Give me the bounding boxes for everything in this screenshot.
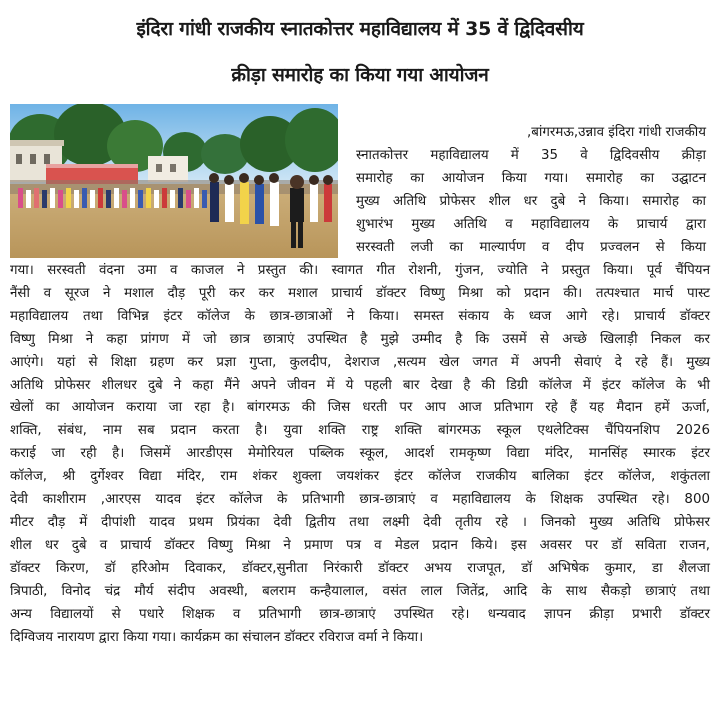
article-line: मीटर दौड़ में दीपांशी यादव प्रथम प्रियंका देवी द्वितीय तथा लक्ष्मी देवी तृतीय रहे । जिनको मुख्य अतिथि प्रोफेसर xyxy=(10,514,710,530)
article-text-full-width xyxy=(10,260,710,649)
marching-students xyxy=(209,173,333,226)
article-line: शील धर दुबे व प्राचार्य डॉक्टर विष्णु मिश्रा ने प्रमाण पत्र व मेडल प्रदान किये। इस अवसर पर डॉ सविता राजन, xyxy=(10,537,710,553)
headline-line-2: क्रीड़ा समारोह का किया गया आयोजन xyxy=(231,64,489,86)
article-line: विष्णु मिश्रा ने कहा प्रांगण में जो छात्र छात्राएं उपस्थित है मुझे उम्मीद है कि उसमें से अच्छे खिलाड़ी निकल कर xyxy=(10,331,710,347)
article-line: नैंसी व सूरज ने मशाल दौड़ पूरी कर कर मशाल प्राचार्य डॉक्टर विष्णु मिश्रा को प्रदान की। तत्पश्चात मार्च पास्ट xyxy=(10,285,710,301)
article-line: अन्य विद्यालयों से पधारे शिक्षक व प्रतिभागी छात्र-छात्राएं उपस्थित रहे। धन्यवाद ज्ञापन क्रीड़ा प्रभारी डॉक्टर xyxy=(10,606,710,622)
article-line: ,बांगरमऊ,उन्नाव इंदिरा गांधी राजकीय xyxy=(526,125,706,140)
article-line: अतिथि प्रोफेसर शीलधर दुबे ने कहा मैंने अपने जीवन में ये पहली बार देखा है की डिग्री कॉलेज में इंटर कॉलेज के भी xyxy=(10,377,710,393)
article-text-beside-photo xyxy=(356,122,706,259)
article-line: शुभारंभ मुख्य अतिथि व महाविद्यालय के प्राचार्य द्वारा xyxy=(356,216,706,232)
article-line: त्रिपाठी, विनोद चंद्र मौर्य संदीप अवस्थी, बलराम कन्हैयालाल, वसंत लाल जितेंद्र, आदि के साथ सैकड़ो छात्राएं तथा xyxy=(10,583,710,599)
article-line: मुख्य अतिथि प्रोफेसर शील धर दुबे ने किया। समारोह का xyxy=(356,193,706,209)
article-line: दिग्विजय नारायण द्वारा किया गया। कार्यक्रम का संचालन डॉक्टर रविराज वर्मा ने किया। xyxy=(10,629,424,645)
article-line: कॉलेज, श्री दुर्गेश्वर विद्या मंदिर, राम शंकर शुक्ला जयशंकर इंटर कॉलेज राजकीय बालिका इंटर कॉलेज, शकुंतला xyxy=(10,469,710,485)
event-photo xyxy=(10,104,338,258)
article-line: देवी काशीराम ,आरएस यादव इंटर कॉलेज के प्रतिभागी छात्र-छात्राएं व महाविद्यालय के शिक्षक उपस्थित रहे। 800 xyxy=(10,492,710,508)
headline-line-1: इंदिरा गांधी राजकीय स्नातकोत्तर महाविद्यालय में 35 वें द्विदिवसीय xyxy=(136,18,584,40)
article-line: सरस्वती लजी का माल्यार्पण व दीप प्रज्वलन से किया xyxy=(356,239,706,255)
article-line: स्नातकोत्तर महाविद्यालय में 35 वे द्विदिवसीय क्रीड़ा xyxy=(356,147,706,163)
article-line: खेलों का आयोजन कराया जा रहा है। बांगरमऊ की जिस धरती पर आप आज प्रतिभाग रहे हैं यह मैदान हमें ऊर्जा, xyxy=(10,400,710,416)
article-line: डॉक्टर किरण, डॉ हरिओम दिवाकर, डॉक्टर,सुनीता निरंकारी डॉक्टर अभय राजपूत, डॉ अभिषेक कुमार, डा शैलजा xyxy=(10,560,710,576)
article-line: महाविद्यालय तथा विभिन्न इंटर कॉलेज के छात्र-छात्राओं ने किया। समस्त संकाय के ध्वज आगे रहे। प्राचार्य डॉक्टर xyxy=(10,308,710,324)
article-line: गया। सरस्वती वंदना उमा व काजल ने प्रस्तुत की। स्वागत गीत रोशनी, गुंजन, ज्योति ने प्रस्तुत किया। पूर्व चैंपियन xyxy=(10,263,710,278)
article-line: आएंगे। यहां से शिक्षा ग्रहण कर प्रज्ञा गुप्ता, कुलदीप, देशराज ,सत्यम खेल जगत में अपनी सेवाएं दे रहे हैं। मुख्य xyxy=(10,354,710,370)
article-line: कराई जा रही है। जिसमें आरडीएस मेमोरियल पब्लिक स्कूल, आदर्श रामकृष्ण विद्या मंदिर, मानसिंह स्मारक इंटर xyxy=(10,446,710,462)
article-line: समारोह का आयोजन किया गया। समारोह का उद्घाटन xyxy=(356,170,706,186)
article-line: शक्ति, संबंध, नाम सब प्रदान करता है। युवा शक्ति राष्ट्र शक्ति बांगरमऊ स्कूल एथलेटिक्स चैंपियनशिप 2026 xyxy=(10,423,710,439)
